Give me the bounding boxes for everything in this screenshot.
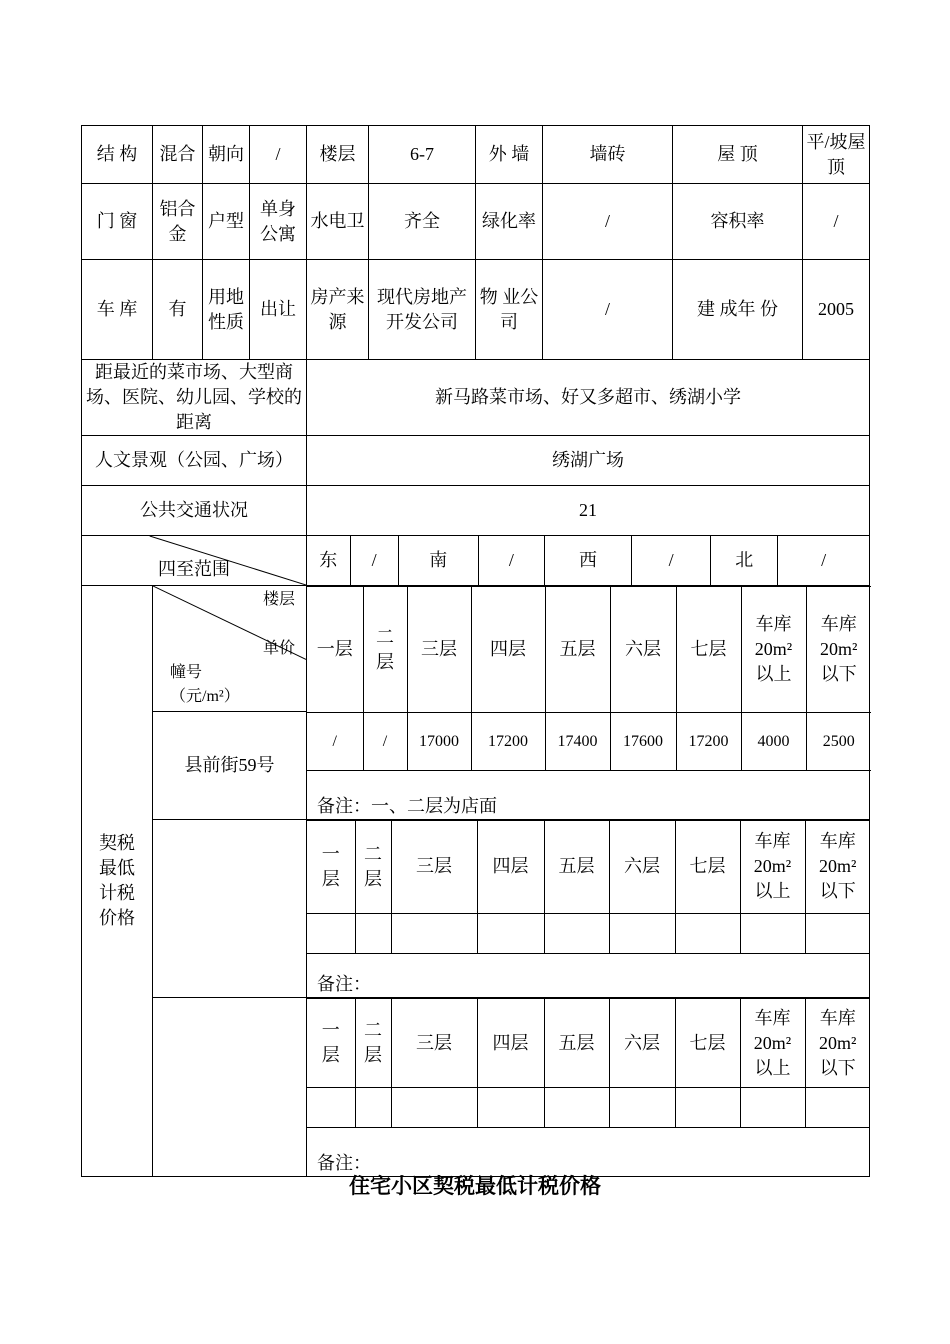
price-cell <box>740 913 805 953</box>
floor-header: 三层 <box>407 587 471 713</box>
north-value: / <box>778 536 869 585</box>
floor-header: 二层 <box>355 820 391 913</box>
price-cell <box>391 1088 477 1128</box>
price-cell <box>675 913 740 953</box>
layout-label: 户型 <box>203 184 250 260</box>
price-cell <box>355 1088 391 1128</box>
price-cell <box>307 913 355 953</box>
boundary-label: 四至范围 <box>158 559 230 579</box>
distance-value: 新马路菜市场、好又多超市、绣湖小学 <box>307 360 870 436</box>
price-cell <box>805 1088 870 1128</box>
note-cell: 备注： <box>307 953 870 997</box>
row-distance <box>82 360 870 436</box>
row-price-header <box>82 586 870 712</box>
floor-header: 二层 <box>355 999 391 1088</box>
price-cell: 17000 <box>407 713 471 771</box>
price-cell <box>355 913 391 953</box>
floor-header: 一层 <box>307 999 355 1088</box>
price-cell: 17400 <box>545 713 610 771</box>
east-label: 东 <box>307 536 350 585</box>
property-info-table <box>81 125 870 1177</box>
garage-label: 车 库 <box>82 260 153 360</box>
floor-header: 三层 <box>391 999 477 1088</box>
garage-value: 有 <box>153 260 203 360</box>
price-corner-cell <box>153 586 307 712</box>
price-block-3 <box>307 998 870 1177</box>
price-block-1 <box>307 586 870 820</box>
row-garage <box>82 260 870 360</box>
corner-floor: 楼层 <box>263 591 296 608</box>
east-value: / <box>350 536 398 585</box>
corner-price: 单价 <box>263 640 296 657</box>
floor-header: 四层 <box>471 587 545 713</box>
price-section-label <box>82 586 153 1177</box>
greening-value: / <box>543 184 673 260</box>
row-transport <box>82 486 870 536</box>
greening-label: 绿化率 <box>476 184 543 260</box>
floor-header: 七层 <box>675 999 740 1088</box>
price-cell: 4000 <box>741 713 806 771</box>
price-cell <box>544 913 609 953</box>
price-cell <box>609 1088 675 1128</box>
price-cell: 17200 <box>676 713 741 771</box>
source-label: 房产来源 <box>307 260 369 360</box>
note-cell: 备注：一、二层为店面 <box>307 771 871 819</box>
page-caption: 住宅小区契税最低计税价格 <box>349 1174 601 1198</box>
floor-header: 五层 <box>544 999 609 1088</box>
floor-header: 四层 <box>477 999 544 1088</box>
floors-value: 6-7 <box>369 126 476 184</box>
price-cell <box>477 1088 544 1128</box>
price-cell <box>609 913 675 953</box>
boundary-label-cell <box>82 536 307 586</box>
floor-header: 七层 <box>676 587 741 713</box>
plot-ratio-label: 容积率 <box>673 184 803 260</box>
floor-header: 七层 <box>675 820 740 913</box>
row-block2-header <box>82 819 870 913</box>
floor-header: 三层 <box>391 820 477 913</box>
price-section-label-text: 契税最低计税价格 <box>99 832 135 928</box>
price-cell: / <box>307 713 363 771</box>
row-landscape <box>82 436 870 486</box>
utilities-value: 齐全 <box>369 184 476 260</box>
transport-label: 公共交通状况 <box>82 486 307 536</box>
west-label: 西 <box>544 536 631 585</box>
roof-value: 平/坡屋顶 <box>803 126 870 184</box>
row-window <box>82 184 870 260</box>
plot-ratio-value: / <box>803 184 870 260</box>
block2-building <box>153 819 307 998</box>
landscape-value: 绣湖广场 <box>307 436 870 486</box>
price-cell: 17200 <box>471 713 545 771</box>
distance-label: 距最近的菜市场、大型商场、医院、幼儿园、学校的距离 <box>82 360 307 436</box>
price-cell: 2500 <box>806 713 871 771</box>
floor-header: 六层 <box>609 820 675 913</box>
price-cell <box>391 913 477 953</box>
price-cell <box>675 1088 740 1128</box>
window-value: 铝合金 <box>153 184 203 260</box>
floor-header: 车库20m²以下 <box>805 999 870 1088</box>
floor-header: 车库20m²以下 <box>805 820 870 913</box>
price-block-2 <box>307 819 870 998</box>
west-value: / <box>632 536 711 585</box>
orientation-label: 朝向 <box>203 126 250 184</box>
layout-value: 单身公寓 <box>250 184 307 260</box>
floor-header: 车库20m²以上 <box>740 820 805 913</box>
floor-header: 二层 <box>363 587 407 713</box>
price-cell <box>307 1088 355 1128</box>
wall-label: 外 墙 <box>476 126 543 184</box>
built-label: 建 成年 份 <box>673 260 803 360</box>
row-block3-header <box>82 998 870 1088</box>
floors-label: 楼层 <box>307 126 369 184</box>
corner-building: 幢号 <box>170 664 203 681</box>
row-boundary <box>82 536 870 586</box>
corner-unit: （元/m²） <box>170 688 240 705</box>
north-label: 北 <box>711 536 778 585</box>
price-cell <box>477 913 544 953</box>
floor-header: 四层 <box>477 820 544 913</box>
floor-header: 车库20m²以上 <box>741 587 806 713</box>
property-value: / <box>543 260 673 360</box>
note-cell: 备注： <box>307 1128 870 1176</box>
structure-label: 结 构 <box>82 126 153 184</box>
row-structure <box>82 126 870 184</box>
block3-building <box>153 998 307 1177</box>
floor-header: 六层 <box>609 999 675 1088</box>
price-cell <box>805 913 870 953</box>
property-label: 物 业公 司 <box>476 260 543 360</box>
south-value: / <box>478 536 544 585</box>
land-use-value: 出让 <box>250 260 307 360</box>
block1-building: 县前街59号 <box>153 712 307 820</box>
floor-header: 六层 <box>610 587 676 713</box>
orientation-value: / <box>250 126 307 184</box>
floor-header: 一层 <box>307 587 363 713</box>
south-label: 南 <box>398 536 478 585</box>
land-use-label: 用地性质 <box>203 260 250 360</box>
transport-value: 21 <box>307 486 870 536</box>
source-value: 现代房地产开发公司 <box>369 260 476 360</box>
price-cell <box>544 1088 609 1128</box>
wall-value: 墙砖 <box>543 126 673 184</box>
window-label: 门 窗 <box>82 184 153 260</box>
landscape-label: 人文景观（公园、广场） <box>82 436 307 486</box>
price-cell <box>740 1088 805 1128</box>
floor-header: 五层 <box>544 820 609 913</box>
boundary-values <box>307 536 870 586</box>
floor-header: 五层 <box>545 587 610 713</box>
price-cell: 17600 <box>610 713 676 771</box>
floor-header: 车库20m²以上 <box>740 999 805 1088</box>
floor-header: 车库20m²以下 <box>806 587 871 713</box>
price-cell: / <box>363 713 407 771</box>
utilities-label: 水电卫 <box>307 184 369 260</box>
roof-label: 屋 顶 <box>673 126 803 184</box>
structure-value: 混合 <box>153 126 203 184</box>
built-value: 2005 <box>803 260 870 360</box>
floor-header: 一层 <box>307 820 355 913</box>
